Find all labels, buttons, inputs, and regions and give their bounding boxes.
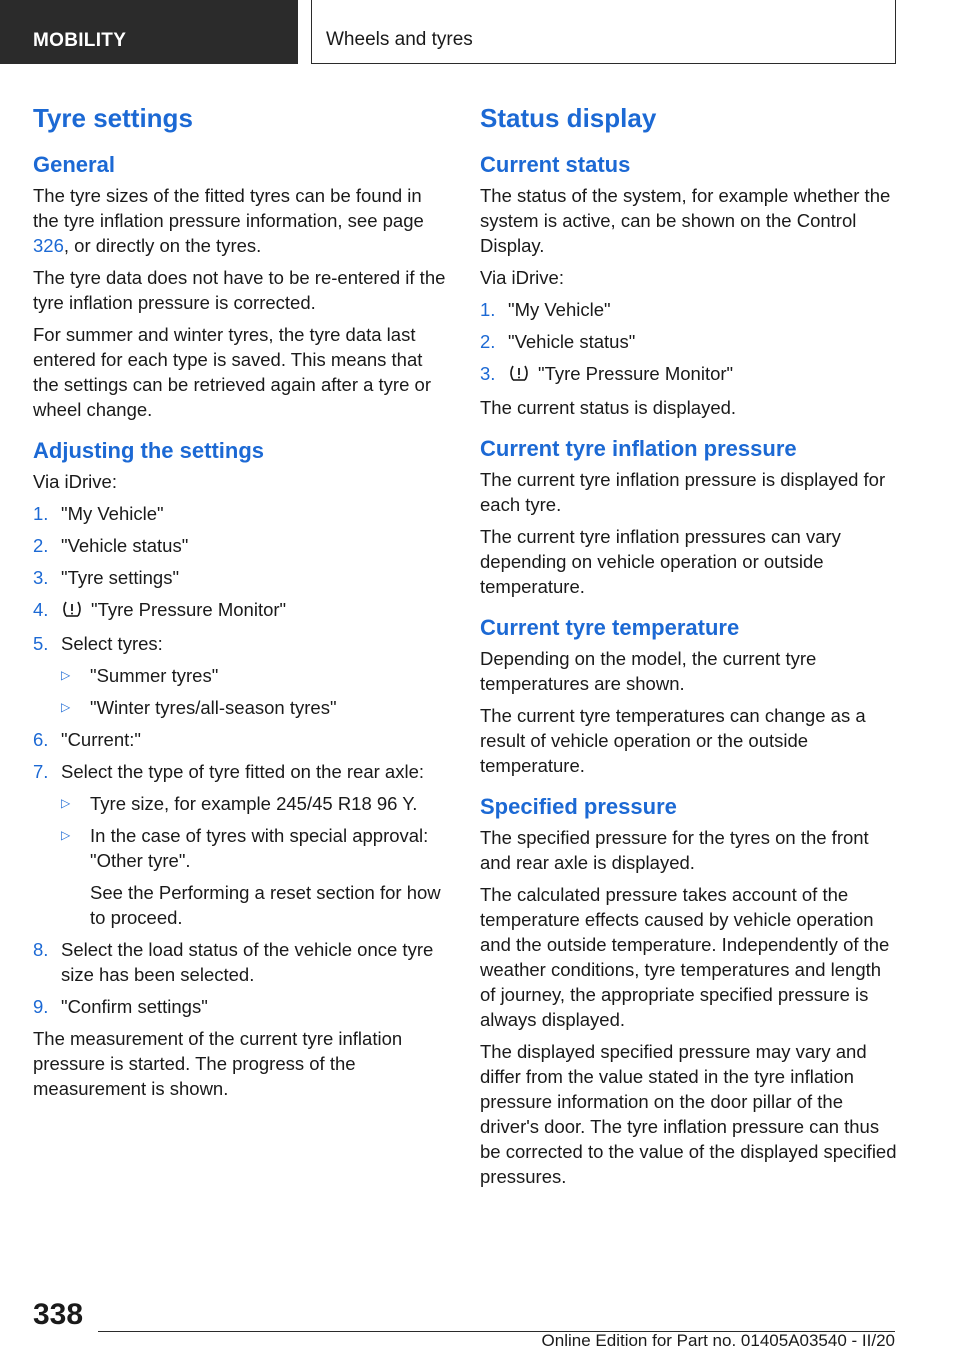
status-display-title: Status display <box>480 103 657 133</box>
list-item: 3. "Tyre Pressure Monitor" <box>480 361 898 388</box>
general-paragraph-2: The tyre data does not have to be re-entered if the tyre inflation pressure is corrected. <box>33 267 446 313</box>
triangle-bullet-icon: ▷ <box>61 796 71 810</box>
triangle-bullet-icon: ▷ <box>61 828 71 842</box>
general-paragraph-3: For summer and winter tyres, the tyre data last entered for each type is saved. This means that the settings can be retrieved again after a tyre or wheel change. <box>33 324 431 420</box>
list-item: 5. Select tyres: ▷ "Summer tyres" ▷ "Winter tyres/all-season tyres" <box>33 631 451 720</box>
temperature-paragraph-1: Depending on the model, the current tyre temperatures are shown. <box>480 648 817 694</box>
header-chapter: Wheels and tyres <box>311 0 896 64</box>
specified-paragraph-1: The specified pressure for the tyres on the front and rear axle is displayed. <box>480 827 869 873</box>
list-item: ▷ Tyre size, for example 245/45 R18 96 Y. <box>61 793 418 814</box>
list-item: 4. "Tyre Pressure Monitor" <box>33 597 451 624</box>
list-item: 7. Select the type of tyre fitted on the rear axle: ▷ Tyre size, for example 245/45 R18 96 Y. ▷ In the case of tyres with special approval: "Other tyre". See the Performing a reset section for how to proceed. <box>33 759 451 930</box>
list-item: 6. "Current:" <box>33 729 141 750</box>
list-item: 1. "My Vehicle" <box>33 503 164 524</box>
list-item: 8. Select the load status of the vehicle once tyre size has been selected. <box>33 939 434 985</box>
adjusting-heading: Adjusting the settings <box>33 438 264 463</box>
status-steps <box>480 297 898 388</box>
pressure-paragraph-1: The current tyre inflation pressure is displayed for each tyre. <box>480 469 886 515</box>
pressure-paragraph-2: The current tyre inflation pressures can vary depending on vehicle operation or outside temperature. <box>480 526 841 597</box>
current-status-paragraph: The status of the system, for example whether the system is active, can be shown on the Control Display. <box>480 185 891 256</box>
page-link-326[interactable]: 326 <box>33 235 64 256</box>
list-item: ▷ In the case of tyres with special approval: "Other tyre". See the Performing a reset section for how to proceed. <box>61 825 441 928</box>
specified-heading: Specified pressure <box>480 794 677 819</box>
adjusting-steps <box>33 501 451 1019</box>
adjusting-intro: Via iDrive: <box>33 471 117 492</box>
list-item: ▷ "Winter tyres/all-season tyres" <box>61 697 337 718</box>
header-section: MOBILITY <box>0 0 298 64</box>
list-item: 9. "Confirm settings" <box>33 996 208 1017</box>
current-status-outro: The current status is displayed. <box>480 397 737 418</box>
list-item: ▷ "Summer tyres" <box>61 665 219 686</box>
triangle-bullet-icon: ▷ <box>61 700 71 714</box>
tyre-pressure-warning-icon <box>61 599 83 624</box>
current-status-intro: Via iDrive: <box>480 267 564 288</box>
footer-edition: Online Edition for Part no. 01405A03540 - II/20 <box>541 1331 895 1350</box>
pressure-heading: Current tyre inflation pressure <box>480 436 797 461</box>
tyre-pressure-warning-icon <box>508 363 530 388</box>
triangle-bullet-icon: ▷ <box>61 668 71 682</box>
temperature-heading: Current tyre temperature <box>480 615 740 640</box>
page-number: 338 <box>33 1298 84 1331</box>
left-column <box>33 100 451 1108</box>
temperature-paragraph-2: The current tyre temperatures can change as a result of vehicle operation or the outside temperature. <box>480 705 866 776</box>
right-column <box>480 100 898 1196</box>
list-item: 2. "Vehicle status" <box>480 331 636 352</box>
current-status-heading: Current status <box>480 152 631 177</box>
specified-paragraph-3: The displayed specified pressure may vary and differ from the value stated in the tyre inflation pressure information on the door pillar of the driver's door. The tyre inflation pressure can thus be corrected to the value of the displayed specified pressures. <box>480 1041 897 1187</box>
list-item: 3. "Tyre settings" <box>33 567 180 588</box>
general-paragraph-1: The tyre sizes of the fitted tyres can be found in the tyre inflation pressure information, see page 326, or directly on the tyres. <box>33 185 424 256</box>
list-item: 2. "Vehicle status" <box>33 535 189 556</box>
tyre-settings-title: Tyre settings <box>33 103 193 133</box>
list-item: 1. "My Vehicle" <box>480 299 611 320</box>
specified-paragraph-2: The calculated pressure takes account of the temperature effects caused by vehicle operation and the outside temperature. Independently of the weather conditions, tyre temperatures and length of journey, the appropriate specified pressure is always displayed. <box>480 884 890 1030</box>
general-heading: General <box>33 152 115 177</box>
adjusting-outro: The measurement of the current tyre inflation pressure is started. The progress of the measurement is shown. <box>33 1028 403 1099</box>
